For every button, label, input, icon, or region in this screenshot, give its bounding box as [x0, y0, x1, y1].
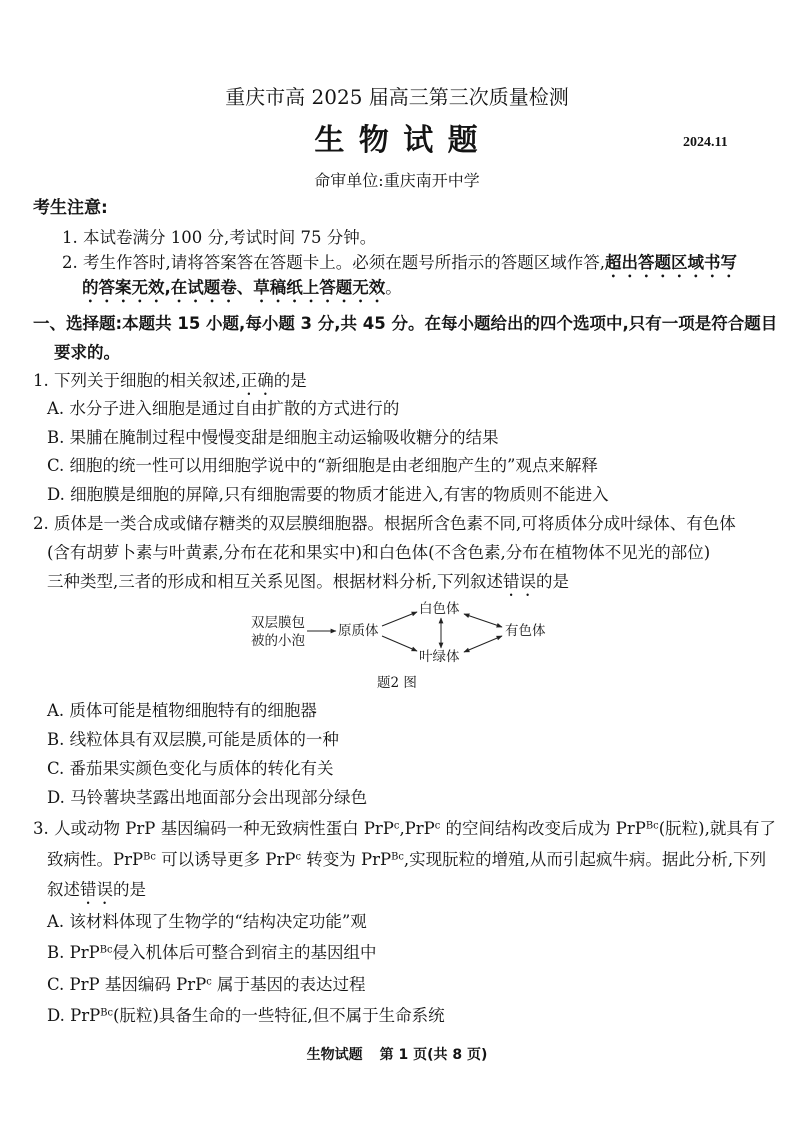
- superscript: Bc: [100, 1007, 114, 1019]
- exam-date: 2024.11: [683, 135, 728, 150]
- question-2-option-b: B. 线粒体具有双层膜,可能是质体的一种: [47, 729, 339, 749]
- arrow-chloroplast-chromoplast: [464, 636, 502, 652]
- superscript: Bc: [391, 851, 404, 863]
- superscript: c: [206, 976, 212, 988]
- question-3-option-c: C. PrP 基因编码 PrP$^c$ 属于基因的表达过程: [47, 974, 366, 994]
- organizer-line: 命审单位:重庆南开中学: [314, 171, 480, 190]
- question-2-option-d: D. 马铃薯块茎露出地面部分会出现部分绿色: [47, 787, 368, 807]
- notice-item-2-line-2: 的答案无效,在试题卷、草稿纸上答题无效。: [82, 278, 402, 297]
- notice-item-2-line-1: 2. 考生作答时,请将答案答在答题卡上。必须在题号所指示的答题区域作答,超出答题区域书写: [62, 253, 737, 272]
- plastid-relationship-diagram: [240, 595, 560, 670]
- emphasized-text: 的答案无效,在试题卷、草稿纸上答题无效: [82, 278, 386, 297]
- question-3-stem-line-2: 致病性。PrP$^{Bc}$ 可以诱导更多 PrP$^c$ 转变为 PrP$^{Bc}$,实现朊粒的增殖,从而引起疯牛病。据此分析,下列: [47, 849, 767, 869]
- chromoplast-label: 有色体: [505, 623, 546, 639]
- superscript: Bc: [99, 944, 113, 956]
- leucoplast-label: 白色体: [419, 601, 460, 617]
- question-1-option-c: C. 细胞的统一性可以用细胞学说中的“新细胞是由老细胞产生的”观点来解释: [47, 456, 598, 475]
- emphasized-text: 超出答题区域书写: [604, 253, 737, 272]
- section-heading-line-1: 一、选择题:本题共 15 小题,每小题 3 分,共 45 分。在每小题给出的四个选项中,只有一项是符合题目: [33, 314, 778, 333]
- superscript: c: [295, 851, 302, 863]
- question-1-option-a: A. 水分子进入细胞是通过自由扩散的方式进行的: [47, 399, 400, 418]
- notice-list: [62, 225, 737, 300]
- emphasized-text: 错误: [80, 880, 113, 899]
- emphasized-text: 正确: [240, 370, 274, 390]
- footer-subject: 生物试题: [306, 1047, 363, 1063]
- superscript: Bc: [645, 820, 659, 832]
- question-3-stem-line-3: 叙述错误的是: [47, 880, 146, 899]
- question-3-option-a: A. 该材料体现了生物学的“结构决定功能”观: [47, 911, 367, 931]
- question-3-stem-line-1: 3. 人或动物 PrP 基因编码一种无致病性蛋白 PrP$^c$,PrP$^c$ 的空间结构改变后成为 PrP$^{Bc}$(朊粒),就具有了: [33, 819, 776, 838]
- notice-heading: 考生注意:: [33, 198, 108, 218]
- question-3-options: [33, 906, 445, 1032]
- arrow-proplastid-to-leucoplast: [382, 612, 417, 626]
- question-1: [33, 367, 609, 510]
- question-2-option-a: A. 质体可能是植物细胞特有的细胞器: [47, 700, 317, 720]
- question-3-option-b: B. PrP$^{Bc}$侵入机体后可整合到宿主的基因组中: [47, 943, 377, 962]
- question-1-stem: 1. 下列关于细胞的相关叙述,正确的是: [33, 370, 307, 390]
- arrow-leucoplast-chromoplast: [464, 614, 502, 627]
- section-heading: [33, 309, 777, 367]
- notice-item-1: 1. 本试卷满分 100 分,考试时间 75 分钟。: [62, 228, 377, 247]
- proplastid-label: 原质体: [338, 623, 379, 639]
- footer-page-number: 第 1 页(共 8 页): [379, 1047, 488, 1063]
- subject-title: 生 物 试 题: [314, 123, 480, 158]
- page-footer: [0, 1045, 794, 1065]
- question-1-option-d: D. 细胞膜是细胞的屏障,只有细胞需要的物质才能进入,有害的物质则不能进入: [47, 484, 609, 504]
- vesicle-label-line-1: 双层膜包: [251, 615, 305, 631]
- question-3-option-d: D. PrP$^{Bc}$(朊粒)具备生命的一些特征,但不属于生命系统: [47, 1006, 445, 1025]
- figure-caption: 题2 图: [377, 675, 417, 691]
- chloroplast-label: 叶绿体: [419, 649, 460, 665]
- section-heading-line-2: 要求的。: [54, 343, 120, 362]
- question-3-stem: [33, 814, 776, 906]
- emphasized-text: 错误: [503, 571, 536, 591]
- question-2-stem-line-1: 2. 质体是一类合成或储存糖类的双层膜细胞器。根据所含色素不同,可将质体分成叶绿体、有色体: [33, 513, 736, 533]
- superscript: Bc: [143, 851, 156, 863]
- vesicle-label-line-2: 被的小泡: [251, 633, 305, 649]
- question-2-option-c: C. 番茄果实颜色变化与质体的转化有关: [47, 758, 334, 778]
- question-2-stem: [33, 509, 736, 596]
- exam-name: 重庆市高 2025 届高三第三次质量检测: [225, 85, 569, 109]
- arrow-proplastid-to-chloroplast: [382, 636, 417, 651]
- superscript: c: [434, 820, 441, 832]
- question-2-stem-line-3: 三种类型,三者的形成和相互关系见图。根据材料分析,下列叙述错误的是: [47, 571, 569, 591]
- question-2-stem-line-2: (含有胡萝卜素与叶黄素,分布在花和果实中)和白色体(不含色素,分布在植物体不见光的部位): [47, 542, 711, 562]
- question-1-option-b: B. 果脯在腌制过程中慢慢变甜是细胞主动运输吸收糖分的结果: [47, 427, 499, 447]
- question-2-options: [33, 696, 367, 812]
- superscript: c: [393, 820, 400, 832]
